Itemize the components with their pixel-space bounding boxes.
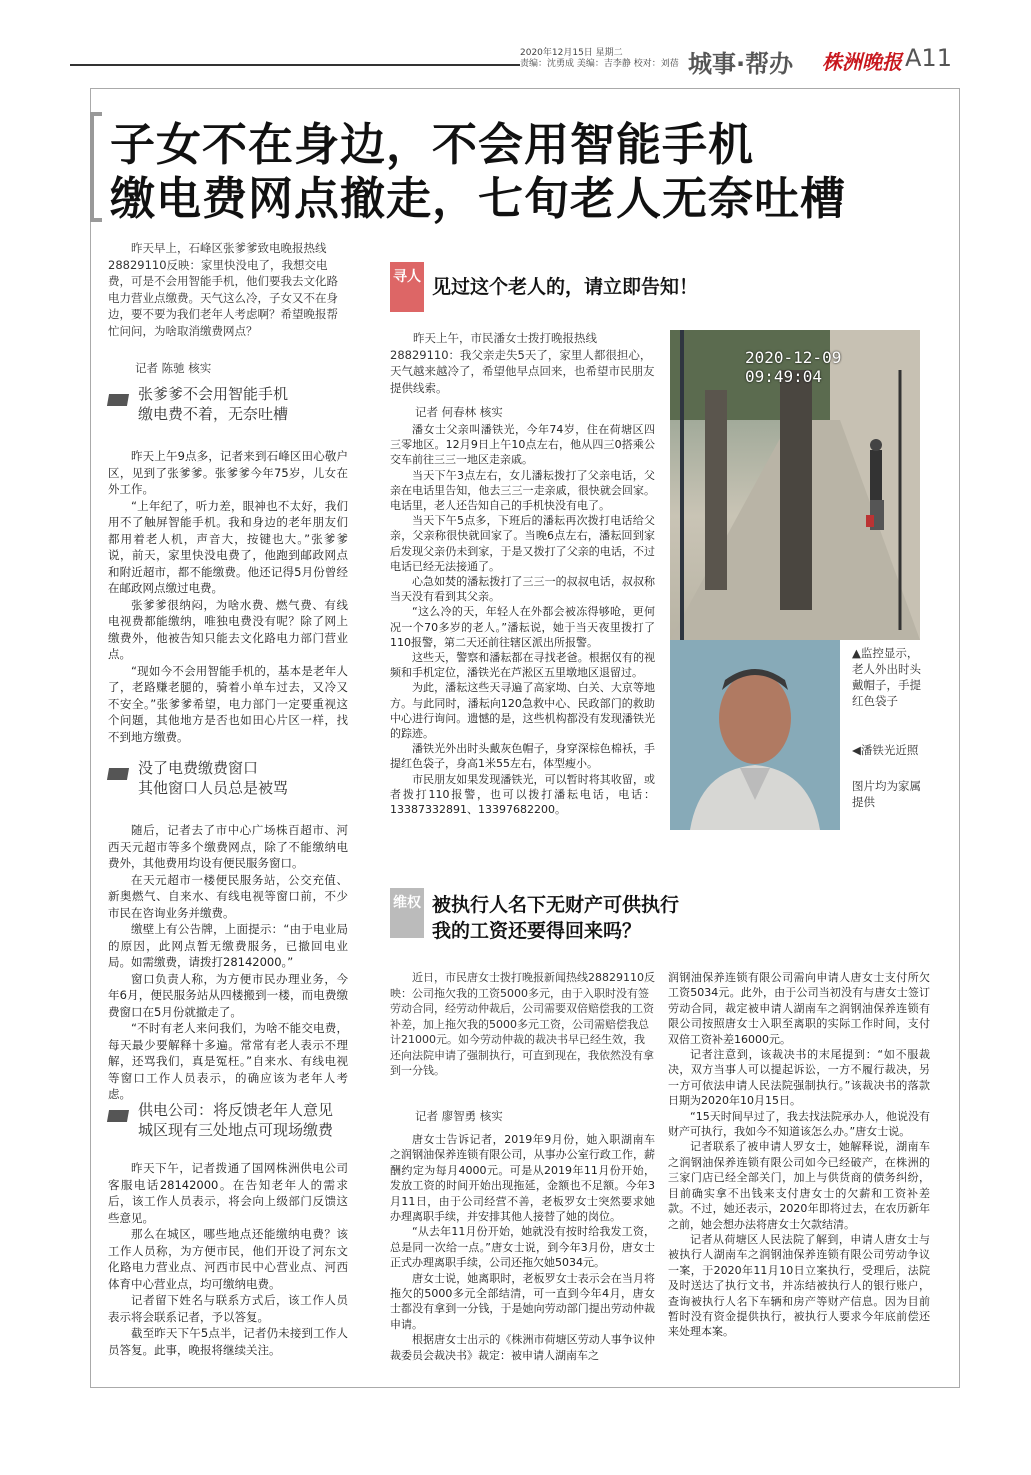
paragraph: 张爹爹很纳闷，为啥水费、燃气费、有线电视费都能缴纳，唯独电费没有呢？除了网上缴费外，他被告知只能去文化路电力部门营业点。 — [108, 597, 348, 661]
header-meta — [520, 48, 690, 70]
paragraph: 随后，记者去了市中心广场株百超市、河西天元超市等多个缴费网点，除了不能缴纳电费外，其他费用均设有便民服务窗口。 — [108, 823, 348, 870]
caption-surveillance: ▲监控显示，老人外出时头戴帽子，手提红色袋子 — [852, 646, 921, 708]
paragraph: “这么冷的天，年轻人在外都会被冻得够呛，更何况一个70多岁的老人。”潘耘说，她于当天夜里拨打了110报警，第二天还前往辖区派出所报警。 — [390, 605, 655, 649]
story1-subhead2: 没了电费缴费窗口 其他窗口人员总是被骂 — [108, 758, 348, 798]
paragraph: 为此，潘耘这些天寻遍了高家坳、白关、大京等地方。与此同时，潘耘向120急救中心、民政部门的救助中心进行询问。遗憾的是，这些机构都没有发现潘铁光的踪迹。 — [390, 681, 655, 741]
story1-section2 — [108, 822, 348, 1103]
paragraph: “不时有老人来问我们，为啥不能交电费，每天最少要解释十多遍。常常有老人表示不理解，还骂我们，真是冤枉。”自来水、有线电视等窗口工作人员表示，的确应该为老年人考虑。 — [108, 1021, 348, 1101]
brand-logo: 株洲晚报 — [822, 50, 902, 74]
story1-subhead1: 张爹爹不会用智能手机 缴电费不着，无奈吐槽 — [108, 384, 348, 424]
paragraph: 那么在城区，哪些地点还能缴纳电费？该工作人员称，为方便市民，他们开设了河东文化路电力营业点、河西市民中心营业点、河西体育中心营业点，均可缴纳电费。 — [108, 1227, 348, 1291]
story3-body-right — [668, 970, 930, 1340]
caption-source: 图片均为家属提供 — [852, 779, 921, 809]
paragraph: 根据唐女士出示的《株洲市荷塘区劳动人事争议仲裁委员会裁决书》裁定：被申请人湖南车之 — [390, 1333, 655, 1362]
paragraph: 截至昨天下午5点半，记者仍未接到工作人员答复。此事，晚报将继续关注。 — [108, 1326, 348, 1357]
photo-timestamp: 2020-12-09 09:49:04 — [745, 348, 842, 386]
story1-section1 — [108, 448, 348, 745]
story1-lead — [108, 240, 348, 339]
page-number: A11 — [905, 44, 952, 72]
section-title: 城事·帮办 — [688, 50, 794, 78]
story3-lead-text: 近日，市民唐女士拨打晚报新闻热线28829110反映：公司拖欠我的工资5000多元，由于入职时没有签劳动合同，经劳动仲裁后，公司需要双倍赔偿我的工资补差，加上拖欠我的5000多元工资，公司需赔偿我总计21000元。如今劳动仲裁的裁决书早已经生效，我还向法院申请了强制执行，可直到现在，我依然没有拿到一分钱。 — [390, 971, 655, 1077]
paragraph: 心急如焚的潘耘拨打了三三一的叔叔电话，叔叔称当天没有看到其父亲。 — [390, 575, 655, 604]
story3-byline: 记者 廖智勇 核实 — [415, 1109, 503, 1123]
paragraph: 昨天上午9点多，记者来到石峰区田心敬户区，见到了张爹爹。张爹爹今年75岁，儿女在外工作。 — [108, 449, 348, 496]
portrait-photo — [670, 640, 840, 830]
paragraph: 记者从荷塘区人民法院了解到，申请人唐女士与被执行人湖南车之润钢油保养连锁有限公司劳动争议一案，于2020年11月10日立案执行，受理后，法院及时送达了执行文书，并冻结被执行人的银行账户，查询被执行人名下车辆和房产等财产信息。因为目前暂时没有资金提供执行，被执行人要求今年底前偿还来处理本案。 — [668, 1232, 930, 1339]
surveillance-photo — [670, 330, 920, 640]
story3-tag: 维权 — [390, 888, 424, 938]
paragraph: 潘铁光外出时头戴灰色帽子，身穿深棕色棉袄，手提红色袋子，身高1米55左右，体型瘦小。 — [390, 742, 655, 771]
story1-lead-text: 昨天早上，石峰区张爹爹致电晚报热线28829110反映：家里快没电了，我想交电费，可是不会用智能手机，他们要我去文化路电力营业点缴费。天气这么冷，子女又不在身边，要不要为我们老年人考虑啊？希望晚报帮忙问问，为啥取消缴费网点？ — [108, 241, 338, 338]
story3-title-line2: 我的工资还要得回来吗？ — [432, 920, 642, 942]
paragraph: 当天下午3点左右，女儿潘耘拨打了父亲电话，父亲在电话里告知，他去三三一走亲戚，很快就会回家。电话里，老人还告知自己的手机快没有电了。 — [390, 468, 655, 513]
paragraph: 市民朋友如果发现潘铁光，可以暂时将其收留，或者拨打110报警，也可以拨打潘耘电话，电话：13387332891、13397682200。 — [390, 772, 655, 817]
paragraph: 潘女士父亲叫潘铁光，今年74岁，住在荷塘区四三零地区。12月9日上午10点左右，他从四三0搭乘公交车前往三三一地区走亲戚。 — [390, 423, 655, 467]
story2-tag: 寻人 — [390, 262, 424, 312]
story3-title — [432, 892, 679, 944]
story1-subhead3: 供电公司：将反馈老年人意见 城区现有三处地点可现场缴费 — [108, 1100, 348, 1140]
paragraph: “上年纪了，听力差，眼神也不太好，我们用不了触屏智能手机。我和身边的老年朋友们都用着老人机，声音大，按键也大。”张爹爹说，前天，家里快没电费了，他跑到邮政网点和附近超市，都不能缴费。他还记得5月份曾经在邮政网点缴过电费。 — [108, 498, 348, 595]
story2-body — [390, 422, 655, 817]
subhead-marker-icon — [107, 1110, 129, 1122]
paragraph: 当天下午5点多，下班后的潘耘再次拨打电话给父亲，父亲称很快就回家了。当晚6点左右，潘耘回到家后发现父亲仍未到家，于是又拨打了父亲的电话，不过电话已经无法接通了。 — [390, 514, 655, 573]
paragraph: 唐女士告诉记者，2019年9月份，她入职湖南车之润钢油保养连锁有限公司，从事办公室行政工作，薪酬约定为每月4000元。可是从2019年11月份开始，发放工资的时间开始出现拖延，金额也不足额。今年3月11日，由于公司经营不善，老板罗女士突然要求她办理离职手续，并安排其他人接替了她的岗位。 — [390, 1133, 655, 1224]
story2-title: 见过这个老人的，请立即告知！ — [432, 276, 699, 298]
story3-title-line1: 被执行人名下无财产可供执行 — [432, 894, 680, 916]
paragraph: 润钢油保养连锁有限公司需向申请人唐女士支付所欠工资5034元。此外，由于公司当初没有与唐女士签订劳动合同，裁定被申请人湖南车之润钢油保养连锁有限公司按照唐女士入职至离职的实际工作时间，支付双倍工资补差16000元。 — [668, 971, 930, 1046]
subhead-marker-icon — [107, 768, 129, 780]
paragraph: 在天元超市一楼便民服务站，公交充值、新奥燃气、自来水、有线电视等窗口前，不少市民在咨询业务并缴费。 — [108, 872, 348, 920]
story3-body-left — [390, 1132, 655, 1363]
headline-line1: 子女不在身边，不会用智能手机 — [110, 118, 755, 171]
paragraph: 记者注意到，该裁决书的末尾提到：“如不服裁决，双方当事人可以提起诉讼，一方不履行裁决，另一方可依法申请人民法院强制执行。”该裁决书的落款日期为2020年10月15日。 — [668, 1048, 930, 1108]
paragraph: “从去年11月份开始，她就没有按时给我发工资，总是同一次给一点。”唐女士说，到今年3月份，唐女士正式办理离职手续，公司还拖欠她5034元。 — [390, 1225, 655, 1270]
subhead-marker-icon — [107, 394, 129, 406]
paragraph: 记者联系了被申请人罗女士，她解释说，湖南车之润钢油保养连锁有限公司如今已经破产，在株洲的三家门店已经全部关门，加上与供货商的债务纠纷，目前确实拿不出钱来支付唐女士的欠薪和工资补差款。不过，她还表示，2020年即将过去，在农历新年之前，她会想办法将唐女士欠款结清。 — [668, 1140, 930, 1231]
headline-bracket — [90, 112, 102, 222]
portrait-illustration — [670, 640, 840, 830]
paragraph: 窗口负责人称，为方便市民办理业务，今年6月，便民服务站从四楼搬到一楼，而电费缴费窗口在5月份就撤走了。 — [108, 971, 348, 1019]
paragraph: 缴壁上有公告牌，上面提示：“由于电业局的原因，此网点暂无缴费服务，已撤回电业局。如需缴费，请拨打28142000。” — [108, 922, 348, 969]
story3-lead — [390, 970, 655, 1079]
header-rule — [70, 64, 520, 66]
story2-lead — [390, 330, 655, 396]
story1-byline: 记者 陈驰 核实 — [135, 361, 212, 375]
paragraph: 这些天，警察和潘耘都在寻找老爸。根据仅有的视频和手机定位，潘铁光在芦淞区五里墩地区退留过。 — [390, 651, 655, 680]
headline-line2: 缴电费网点撤走，七旬老人无奈吐槽 — [110, 172, 847, 225]
paragraph: 唐女士说，她离职时，老板罗女士表示会在当月将拖欠的5000多元全部结清，可一直到今年4月，唐女士都没有拿到一分钱，于是她向劳动部门提出劳动仲裁申请。 — [390, 1271, 655, 1331]
header-editors: 责编：沈勇成 美编：吉李静 校对：刘蓓 — [520, 59, 679, 69]
caption-portrait: ◀潘铁光近照 — [852, 743, 919, 757]
paragraph: 记者留下姓名与联系方式后，该工作人员表示将会联系记者，予以答复。 — [108, 1293, 348, 1324]
story1-section3 — [108, 1160, 348, 1358]
story2-lead-text: 昨天上午，市民潘女士拨打晚报热线28829110：我父亲走失5天了，家里人都很担心，天气越来越冷了，希望他早点回来，也希望市民朋友提供线索。 — [390, 331, 655, 395]
paragraph: 昨天下午，记者拨通了国网株洲供电公司客服电话28142000。在告知老年人的需求后，该工作人员表示，将会向上级部门反馈这些意见。 — [108, 1161, 348, 1225]
paragraph: “现如今不会用智能手机的，基本是老年人了，老路赚老腿的，骑着小单车过去，又冷又不安全。”张爹爹希望，电力部门一定要重视这个问题，其他地方是否也如田心片区一样，找不到地方缴费。 — [108, 663, 348, 744]
paragraph: “15天时间早过了，我去找法院承办人，他说没有财产可执行，我如今不知道该怎么办。”唐女士说。 — [668, 1109, 930, 1139]
header-date: 2020年12月15日 星期二 — [520, 48, 623, 58]
story2-byline: 记者 何春林 核实 — [415, 405, 503, 419]
